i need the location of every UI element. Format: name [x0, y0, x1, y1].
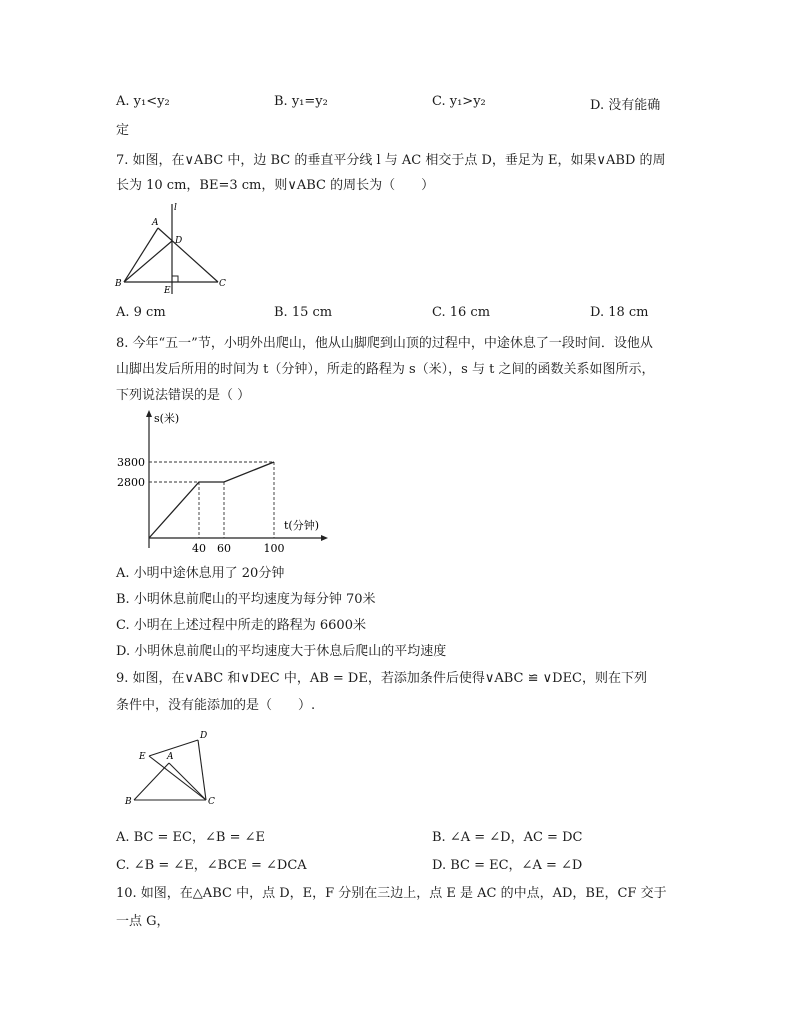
q6-option-a: A. y₁<y₂ — [116, 94, 170, 109]
q6-option-c: C. y₁>y₂ — [432, 94, 486, 109]
q7-triangle-figure — [112, 198, 232, 296]
q7-option-b: B. 15 cm — [274, 305, 333, 320]
q9-option-a: A. BC = EC，∠B = ∠E — [116, 830, 265, 845]
q10-text-line1: 10. 如图，在△ABC 中，点 D，E，F 分别在三边上，点 E 是 AC 的中点，AD，BE，CF 交于 — [116, 886, 667, 901]
q10-text-line2: 一点 G， — [116, 914, 170, 929]
q7-text-line1: 7. 如图，在∨ABC 中，边 BC 的垂直平分线 l 与 AC 相交于点 D，垂足为 E，如果∨ABD 的周 — [116, 153, 666, 168]
q8-xtick-40: 40 — [192, 542, 206, 555]
q9-option-c: C. ∠B = ∠E，∠BCE = ∠DCA — [116, 858, 307, 873]
q8-series-line — [149, 462, 274, 538]
q7-label-a: A — [152, 218, 159, 228]
q9-option-b: B. ∠A = ∠D，AC = DC — [432, 830, 583, 845]
q9-segment-ed — [149, 740, 198, 756]
q8-xtick-60: 60 — [217, 542, 231, 555]
q8-option-c: C. 小明在上述过程中所走的路程为 6600米 — [116, 618, 366, 633]
q9-segment-ec — [149, 756, 206, 800]
q7-label-l: l — [174, 203, 177, 213]
q8-distance-time-chart — [112, 408, 342, 556]
q8-option-b: B. 小明休息前爬山的平均速度为每分钟 70米 — [116, 592, 376, 607]
q9-label-d: D — [200, 731, 208, 741]
q8-ytick-3800: 3800 — [117, 456, 145, 469]
q7-label-d: D — [175, 236, 183, 246]
q7-label-b: B — [115, 279, 122, 289]
q8-text-line1: 8. 今年“五一”节，小明外出爬山，他从山脚爬到山顶的过程中，中途休息了一段时间．设他从 — [116, 336, 653, 351]
q9-label-e: E — [139, 752, 146, 762]
q9-text-line2: 条件中，没有能添加的是（ ）. — [116, 698, 316, 713]
q8-x-axis-label: t(分钟) — [284, 519, 320, 532]
q9-label-a: A — [167, 752, 174, 762]
q7-text-line2: 长为 10 cm，BE=3 cm，则∨ABC 的周长为（ ） — [116, 178, 435, 193]
q7-option-a: A. 9 cm — [116, 305, 166, 320]
q8-y-axis-arrow — [146, 410, 152, 417]
q6-option-d-continued: 定 — [116, 123, 130, 138]
q7-right-angle-mark — [172, 276, 178, 282]
q8-option-d: D. 小明休息前爬山的平均速度大于休息后爬山的平均速度 — [116, 644, 447, 659]
q7-label-c: C — [219, 279, 226, 289]
q9-text-line1: 9. 如图，在∨ABC 和∨DEC 中，AB = DE，若添加条件后使得∨ABC ≌ ∨DEC，则在下列 — [116, 671, 648, 686]
q9-segment-ac — [169, 763, 206, 800]
q9-label-c: C — [208, 797, 215, 807]
q8-option-a: A. 小明中途休息用了 20分钟 — [116, 566, 285, 581]
q7-label-e: E — [164, 286, 171, 296]
q8-x-axis-arrow — [321, 535, 328, 541]
q7-segment-ac — [158, 228, 218, 282]
q8-ytick-2800: 2800 — [117, 476, 145, 489]
q8-text-line2: 山脚出发后所用的时间为 t（分钟），所走的路程为 s（米），s 与 t 之间的函数关系如图所示， — [116, 362, 655, 377]
q7-option-d: D. 18 cm — [590, 305, 649, 320]
q6-option-d: D. 没有能确 — [590, 98, 661, 113]
q8-text-line3: 下列说法错误的是（ ） — [116, 388, 251, 403]
q8-xtick-100: 100 — [263, 542, 285, 555]
q9-option-d: D. BC = EC，∠A = ∠D — [432, 858, 583, 873]
q9-triangles-figure — [118, 724, 228, 810]
q7-segment-ab — [124, 228, 158, 282]
q9-segment-ba — [134, 763, 169, 800]
q6-option-b: B. y₁=y₂ — [274, 94, 328, 109]
q7-segment-bd — [124, 241, 172, 282]
q8-y-axis-label: s(米) — [154, 412, 180, 425]
q9-segment-dc — [198, 740, 206, 800]
q7-option-c: C. 16 cm — [432, 305, 491, 320]
q9-label-b: B — [125, 797, 132, 807]
